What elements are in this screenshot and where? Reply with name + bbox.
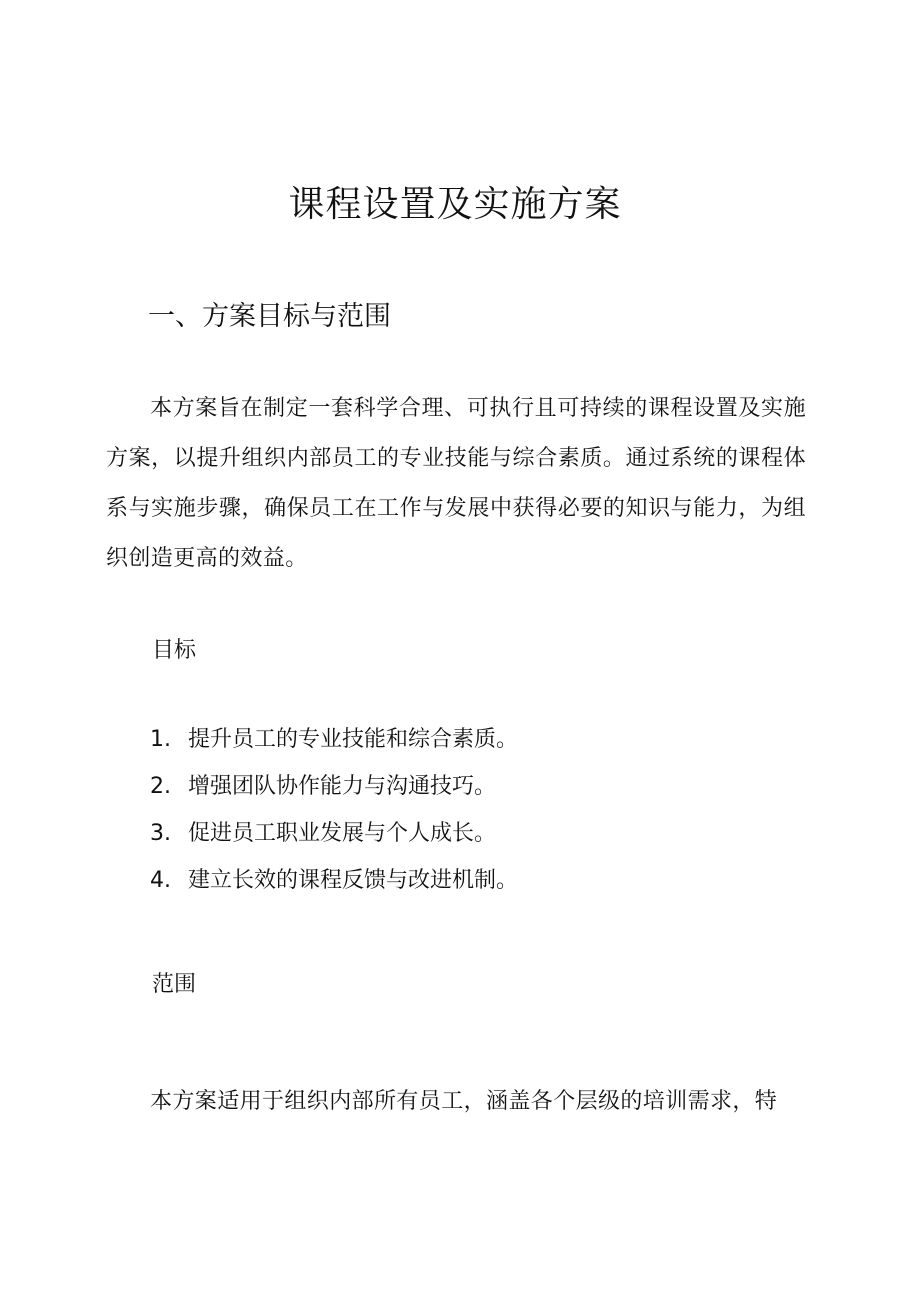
goal-text: 促进员工职业发展与个人成长。	[188, 821, 497, 846]
intro-paragraph: 本方案旨在制定一套科学合理、可执行且可持续的课程设置及实施方案，以提升组织内部员工的专业技能与综合素质。通过系统的课程体系与实施步骤，确保员工在工作与发展中获得必要的知识与能力，为组织创造更高的效益。	[106, 396, 806, 571]
scope-paragraph: 本方案适用于组织内部所有员工，涵盖各个层级的培训需求，特	[150, 1089, 778, 1114]
goals-heading: 目标	[152, 638, 197, 663]
goal-text: 建立长效的课程反馈与改进机制。	[188, 868, 519, 893]
goal-number: 3.	[150, 821, 171, 846]
goal-number: 1.	[150, 727, 171, 752]
goals-list	[150, 716, 518, 904]
goal-item	[150, 857, 518, 904]
goal-number: 2.	[150, 774, 171, 799]
goal-item	[150, 716, 518, 763]
document-title: 课程设置及实施方案	[288, 184, 622, 225]
goal-item	[150, 763, 518, 810]
goal-text: 增强团队协作能力与沟通技巧。	[188, 774, 497, 799]
goal-item	[150, 810, 518, 857]
goal-text: 提升员工的专业技能和综合素质。	[188, 727, 519, 752]
scope-heading: 范围	[152, 972, 197, 997]
goal-number: 4.	[150, 868, 171, 893]
section-heading: 一、方案目标与范围	[148, 301, 391, 332]
